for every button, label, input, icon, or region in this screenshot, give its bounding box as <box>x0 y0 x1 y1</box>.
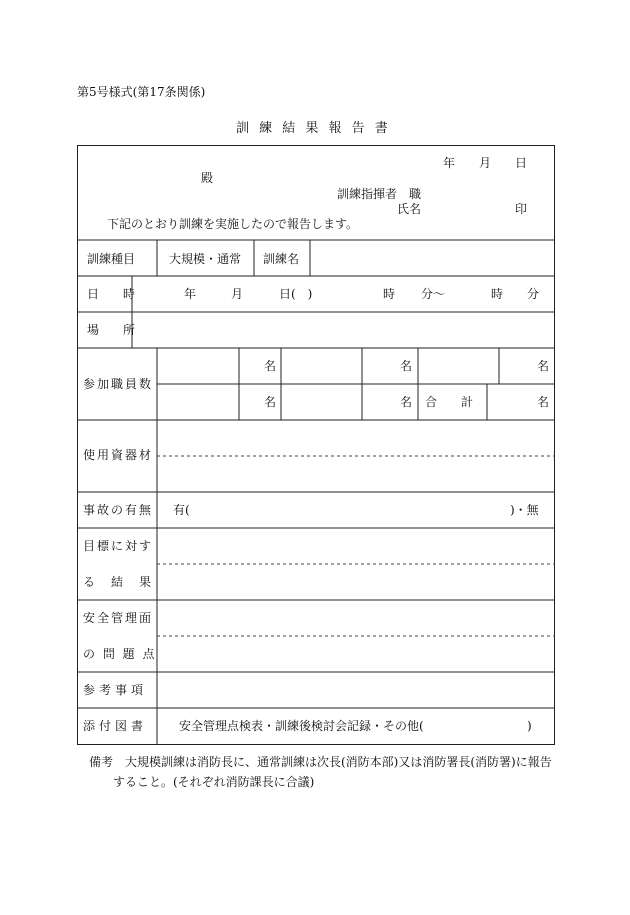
report-form <box>77 145 555 745</box>
datetime-hour-start: 時 <box>383 287 396 301</box>
page-title: 訓 練 結 果 報 告 書 <box>236 121 391 136</box>
datetime-hour-end: 時 <box>491 287 504 301</box>
attachment-close: ) <box>527 719 532 733</box>
participants-unit-3: 名 <box>537 359 550 373</box>
form-number: 第5号様式(第17条関係) <box>77 85 206 99</box>
goal-result-label-line1: 目標に対す <box>83 539 154 553</box>
accident-no: )・無 <box>510 503 539 517</box>
total-label: 合 計 <box>425 395 474 409</box>
note-line-1: 備考 大規模訓練は消防長に、通常訓練は次長(消防本部)又は消防署長(消防署)に報告 <box>89 755 552 769</box>
datetime-day: 日( ) <box>279 287 313 301</box>
participants-unit-5: 名 <box>400 395 413 409</box>
participants-unit-total: 名 <box>537 395 550 409</box>
training-type-value: 大規模・通常 <box>169 252 242 266</box>
equipment-label: 使用資器材 <box>83 448 154 462</box>
goal-result-label-line2: る 結 果 <box>83 575 154 589</box>
header-year: 年 <box>443 156 456 170</box>
reference-label: 参考事項 <box>83 683 148 697</box>
training-name-label: 訓練名 <box>263 252 300 266</box>
seal-mark: 印 <box>515 202 528 216</box>
participants-unit-1: 名 <box>264 359 277 373</box>
header-day: 日 <box>515 156 528 170</box>
commander-title: 訓練指揮者 職 <box>337 187 422 201</box>
accident-yes: 有( <box>173 503 190 517</box>
name-label: 氏名 <box>397 202 422 216</box>
header-month: 月 <box>479 156 492 170</box>
datetime-month: 月 <box>231 287 244 301</box>
addressee-suffix: 殿 <box>201 171 214 185</box>
datetime-minute-start: 分〜 <box>421 287 446 301</box>
datetime-minute-end: 分 <box>527 287 540 301</box>
participants-unit-2: 名 <box>400 359 413 373</box>
accident-label: 事故の有無 <box>83 503 154 517</box>
attachment-value: 安全管理点検表・訓練後検討会記録・その他( <box>179 719 424 733</box>
safety-label-line1: 安全管理面 <box>83 611 154 625</box>
datetime-label: 日 時 <box>87 287 142 301</box>
intro-text: 下記のとおり訓練を実施したので報告します。 <box>107 217 359 231</box>
datetime-year: 年 <box>184 287 197 301</box>
note-line-2: すること。(それぞれ消防課長に合議) <box>113 775 315 789</box>
place-label: 場 所 <box>87 323 142 337</box>
attachment-label: 添付図書 <box>83 719 148 733</box>
training-type-label: 訓練種目 <box>87 252 136 266</box>
safety-label-line2: の 問 題 点 <box>83 647 157 661</box>
participants-label: 参加職員数 <box>83 377 154 391</box>
participants-unit-4: 名 <box>264 395 277 409</box>
